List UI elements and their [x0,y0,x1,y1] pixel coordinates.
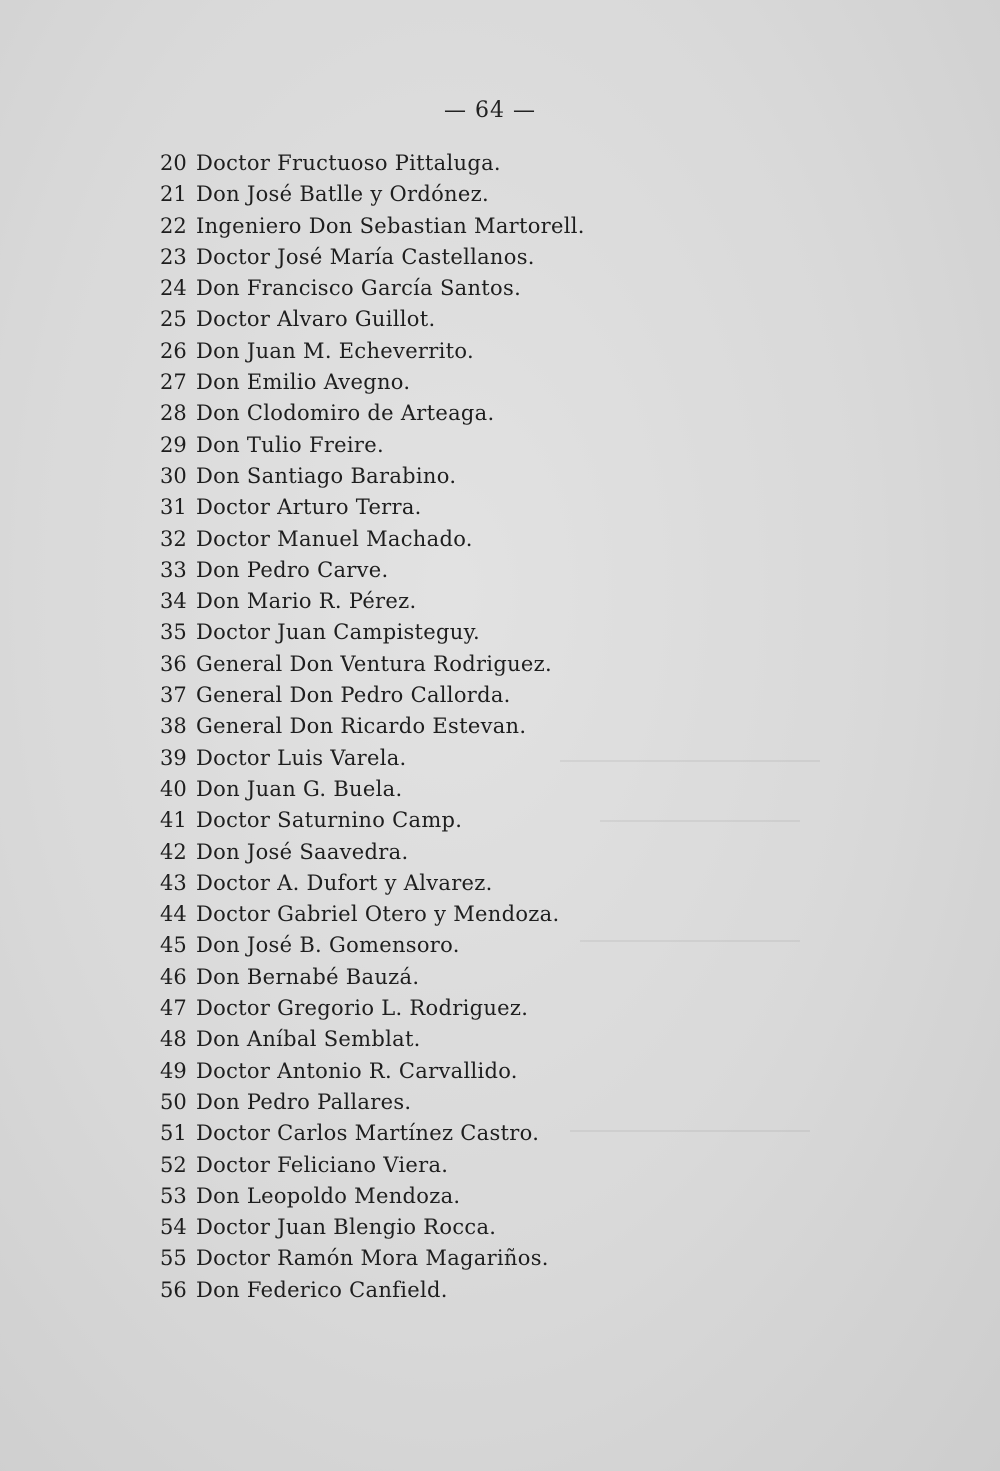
show-through-mark [570,1130,810,1132]
list-item [160,649,585,680]
list-item [160,711,585,742]
entry-name: Don Leopoldo Mendoza. [196,1183,461,1208]
list-item [160,617,585,648]
entry-name: Don Pedro Carve. [196,557,389,582]
entry-name: Don Aníbal Semblat. [196,1027,421,1052]
list-item [160,930,585,961]
entry-name: Doctor Antonio R. Carvallido. [196,1058,518,1083]
list-item [160,242,585,273]
entry-number: 27 [160,370,187,395]
entry-name: Don Pedro Pallares. [196,1089,412,1114]
entry-name: Don José B. Gomensoro. [196,933,460,958]
list-item [160,743,585,774]
entry-number: 33 [160,557,187,582]
entry-number: 52 [160,1152,187,1177]
list-item [160,555,585,586]
entry-name: Don José Batlle y Ordónez. [196,182,489,207]
list-item [160,304,585,335]
entry-number: 29 [160,432,187,457]
entry-number: 30 [160,463,187,488]
entry-number: 34 [160,589,187,614]
entry-number: 42 [160,839,187,864]
list-item [160,179,585,210]
list-item [160,899,585,930]
show-through-mark [560,760,820,762]
entry-number: 24 [160,276,187,301]
list-item [160,148,585,179]
entry-name: Don Emilio Avegno. [196,370,411,395]
entry-number: 39 [160,745,187,770]
entry-name: Don Tulio Freire. [196,432,384,457]
entry-number: 54 [160,1215,187,1240]
entry-number: 20 [160,151,187,175]
entry-number: 40 [160,776,187,801]
list-item [160,680,585,711]
entry-name: Doctor Arturo Terra. [196,495,422,520]
entry-number: 26 [160,338,187,363]
list-item [160,1056,585,1087]
entry-name: Don José Saavedra. [196,839,409,864]
entry-name: General Don Pedro Callorda. [196,683,511,708]
list-item [160,273,585,304]
entry-number: 31 [160,495,187,520]
entry-name: Doctor Saturnino Camp. [196,808,463,833]
entry-name: Doctor José María Castellanos. [196,244,535,269]
entry-number: 38 [160,714,187,739]
entry-number: 49 [160,1058,187,1083]
list-item [160,993,585,1024]
entry-number: 45 [160,933,187,958]
list-item [160,398,585,429]
entry-name: General Don Ventura Rodriguez. [196,651,552,676]
entry-number: 41 [160,808,187,833]
list-item [160,586,585,617]
entry-number: 55 [160,1246,187,1271]
entry-number: 36 [160,651,187,676]
entry-name: Doctor Alvaro Guillot. [196,307,436,332]
entry-name: Doctor Carlos Martínez Castro. [196,1121,540,1146]
list-item [160,837,585,868]
list-item [160,1087,585,1118]
list-item [160,367,585,398]
entry-name: Don Mario R. Pérez. [196,589,417,614]
entry-name: General Don Ricardo Estevan. [196,714,527,739]
entry-number: 46 [160,964,187,989]
list-item [160,336,585,367]
entry-name: Don Juan G. Buela. [196,776,403,801]
entry-number: 25 [160,307,187,332]
entry-name: Doctor Gabriel Otero y Mendoza. [196,902,560,927]
entry-name: Don Santiago Barabino. [196,463,457,488]
list-item [160,805,585,836]
list-item [160,868,585,899]
entry-number: 32 [160,526,187,551]
entry-number: 56 [160,1277,187,1302]
entry-name: Doctor Juan Blengio Rocca. [196,1215,497,1240]
list-item [160,1150,585,1181]
list-item [160,1024,585,1055]
name-list [160,148,585,1306]
entry-name: Doctor Feliciano Viera. [196,1152,449,1177]
list-item [160,962,585,993]
list-item [160,1275,585,1306]
entry-number: 37 [160,683,187,708]
entry-number: 47 [160,996,187,1021]
entry-name: Doctor A. Dufort y Alvarez. [196,870,493,895]
entry-name: Don Clodomiro de Arteaga. [196,401,495,426]
list-item [160,1118,585,1149]
show-through-mark [600,820,800,822]
entry-number: 51 [160,1121,187,1146]
entry-name: Doctor Gregorio L. Rodriguez. [196,996,529,1021]
entry-name: Don Federico Canfield. [196,1277,448,1302]
entry-number: 43 [160,870,187,895]
entry-number: 53 [160,1183,187,1208]
list-item [160,1243,585,1274]
entry-name: Don Juan M. Echeverrito. [196,338,474,363]
list-item [160,211,585,242]
list-item [160,1181,585,1212]
entry-name: Don Francisco García Santos. [196,276,522,301]
list-item [160,430,585,461]
page-number: — 64 — [444,98,536,123]
entry-number: 23 [160,244,187,269]
list-item [160,492,585,523]
entry-number: 21 [160,182,187,207]
list-item [160,461,585,492]
entry-name: Doctor Ramón Mora Magariños. [196,1246,549,1271]
entry-name: Doctor Juan Campisteguy. [196,620,480,645]
entry-number: 22 [160,213,187,238]
list-item [160,1212,585,1243]
entry-number: 48 [160,1027,187,1052]
entry-name: Ingeniero Don Sebastian Martorell. [196,213,585,238]
entry-name: Don Bernabé Bauzá. [196,964,420,989]
list-item [160,774,585,805]
entry-number: 50 [160,1089,187,1114]
list-item [160,524,585,555]
entry-number: 35 [160,620,187,645]
entry-number: 28 [160,401,187,426]
entry-name: Doctor Luis Varela. [196,745,407,770]
entry-name: Doctor Manuel Machado. [196,526,473,551]
entry-number: 44 [160,902,187,927]
show-through-mark [580,940,800,942]
entry-name: Doctor Fructuoso Pittaluga. [196,151,501,175]
